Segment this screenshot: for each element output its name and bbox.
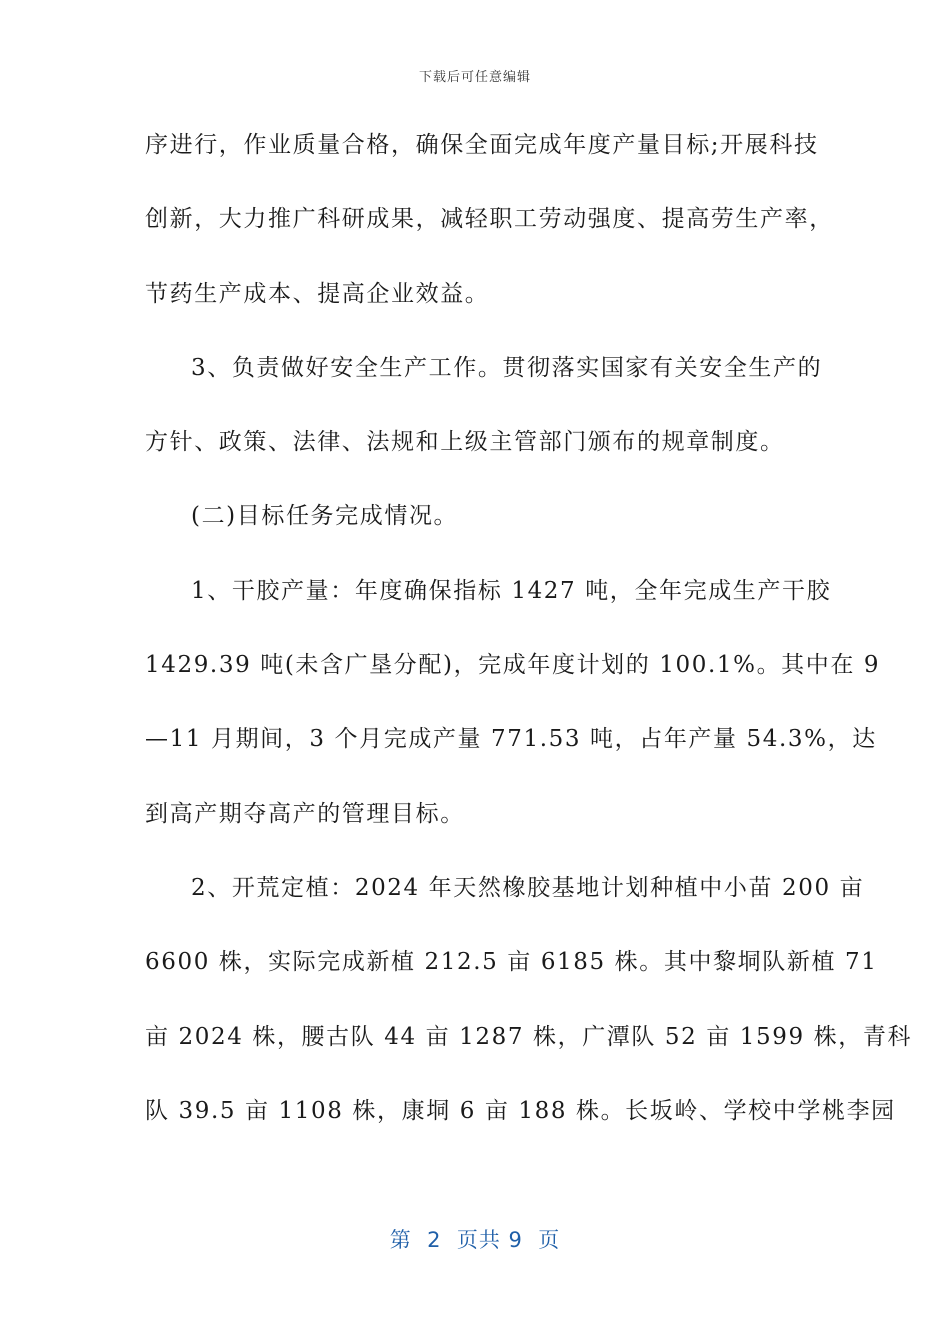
- text-line: 1、干胶产量：年度确保指标 1427 吨，全年完成生产干胶: [191, 577, 832, 604]
- text-line: 到高产期夺高产的管理目标。: [145, 800, 465, 827]
- text-line: 队 39.5 亩 1108 株，康垌 6 亩 188 株。长坂岭、学校中学桃李园: [145, 1097, 896, 1124]
- text-line: 2、开荒定植：2024 年天然橡胶基地计划种植中小苗 200 亩: [191, 874, 865, 901]
- text-line: —11 月期间，3 个月完成产量 771.53 吨，占年产量 54.3%，达: [145, 726, 877, 753]
- text-line: 亩 2024 株，腰古队 44 亩 1287 株，广潭队 52 亩 1599 株，青科: [145, 1023, 913, 1050]
- text-line: (二)目标任务完成情况。: [191, 503, 459, 530]
- text-line: 创新，大力推广科研成果，减轻职工劳动强度、提高劳生产率，: [145, 206, 834, 233]
- page-number-footer: 第 2 页共 9 页: [389, 1228, 561, 1252]
- text-line: 序进行，作业质量合格，确保全面完成年度产量目标;开展科技: [145, 132, 819, 158]
- text-line: 方针、政策、法律、法规和上级主管部门颁布的规章制度。: [145, 429, 785, 456]
- text-line: 3、负责做好安全生产工作。贯彻落实国家有关安全生产的: [191, 354, 823, 381]
- text-line: 1429.39 吨(未含广垦分配)，完成年度计划的 100.1%。其中在 9: [145, 652, 881, 679]
- text-line: 6600 株，实际完成新植 212.5 亩 6185 株。其中黎垌队新植 71: [145, 949, 878, 976]
- page-header: 下载后可任意编辑: [418, 70, 531, 85]
- document-body: [145, 118, 913, 1158]
- text-line: 节药生产成本、提高企业效益。: [145, 280, 490, 307]
